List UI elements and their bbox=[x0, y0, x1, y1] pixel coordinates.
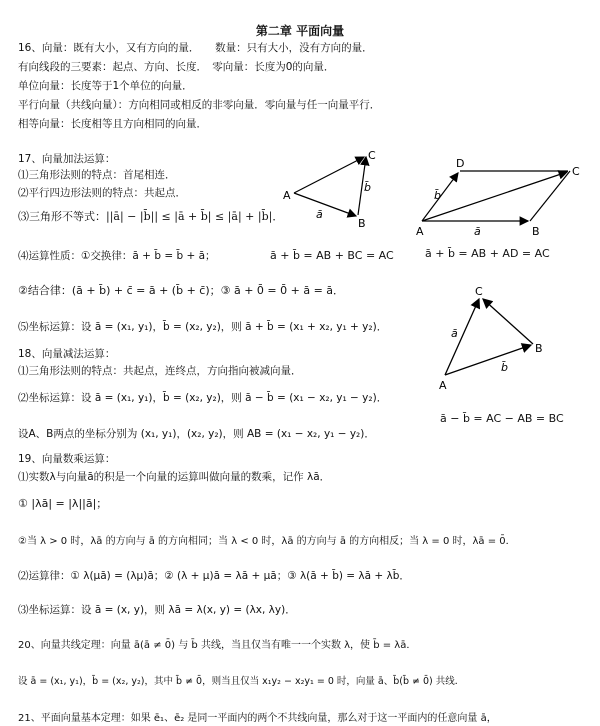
label-b: b̄ bbox=[364, 181, 371, 194]
text-line: ⑵平行四边形法则的特点：共起点． bbox=[18, 187, 186, 199]
label-a: ā bbox=[316, 208, 323, 221]
text-line: 设 ā = (x₁, y₁)，b̄ = (x₂, y₂)，其中 b̄ ≠ 0̄，则当且仅当 x₁y₂ − x₂y₁ = 0 时，向量 ā、b̄(b̄ ≠ 0̄) 共线． bbox=[18, 676, 465, 687]
text-line: 21、平面向量基本定理：如果 ē₁、ē₂ 是同一平面内的两个不共线向量，那么对于这一平面内的任意向量 ā， bbox=[18, 713, 497, 724]
diagonal-ac bbox=[422, 172, 567, 221]
text-line: 20、向量共线定理：向量 ā(ā ≠ 0̄) 与 b̄ 共线，当且仅当有唯一一个实数 λ，使 b̄ = λā． bbox=[18, 640, 417, 651]
text-line: ⑷运算性质：①交换律：ā + b̄ = b̄ + ā； bbox=[18, 250, 216, 262]
triangle-rule-figure bbox=[280, 145, 390, 235]
vector-sum bbox=[294, 157, 364, 193]
formula-add-triangle: ā + b̄ = AB + BC = AC bbox=[270, 249, 394, 262]
formula-line: ① |λā| = |λ||ā|； bbox=[18, 497, 108, 510]
text-line: 相等向量：长度相等且方向相同的向量． bbox=[18, 118, 207, 130]
formula-line: ⑸坐标运算：设 ā = (x₁, y₁)，b̄ = (x₂, y₂)，则 ā + b̄ = (x₁ + x₂, y₁ + y₂)． bbox=[18, 321, 388, 333]
formula-add-parallelogram: ā + b̄ = AB + AD = AC bbox=[425, 247, 550, 260]
text-line: ⑴三角形法则的特点：首尾相连． bbox=[18, 169, 176, 181]
formula-subtract: ā − b̄ = AC − AB = BC bbox=[440, 412, 564, 425]
formula-line: ②结合律：(ā + b̄) + c̄ = ā + (b̄ + c̄)；③ ā + 0̄ = 0̄ + ā = ā． bbox=[18, 284, 345, 297]
label-C: C bbox=[572, 165, 580, 178]
vector-b bbox=[445, 345, 531, 375]
label-b: b̄ bbox=[501, 361, 508, 374]
label-b: b̄ bbox=[434, 189, 441, 202]
vector-a bbox=[294, 193, 356, 216]
formula-line: ⑶坐标运算：设 ā = (x, y)，则 λā = λ(x, y) = (λx, λy)． bbox=[18, 604, 296, 616]
label-A: A bbox=[416, 225, 424, 238]
section-heading: 19、向量数乘运算： bbox=[18, 453, 116, 465]
text-line: 平行向量（共线向量）：方向相同或相反的非零向量．零向量与任一向量平行． bbox=[18, 99, 381, 111]
page-title: 第二章 平面向量 bbox=[255, 24, 345, 38]
label-B: B bbox=[358, 217, 366, 230]
section-heading: 17、向量加法运算： bbox=[18, 153, 116, 165]
text-line: 单位向量：长度等于1个单位的向量． bbox=[18, 80, 193, 92]
text-line: ②当 λ > 0 时，λā 的方向与 ā 的方向相同；当 λ < 0 时，λā 的方向与 ā 的方向相反；当 λ = 0 时，λā = 0̄． bbox=[18, 536, 516, 547]
label-A: A bbox=[439, 379, 447, 392]
text-line: 有向线段的三要素：起点、方向、长度． 零向量：长度为0的向量． bbox=[18, 61, 335, 73]
formula-line: ⑵运算律：① λ(μā) = (λμ)ā；② (λ + μ)ā = λā + μā；③ λ(ā + b̄) = λā + λb̄． bbox=[18, 570, 410, 582]
vector-diff bbox=[483, 299, 533, 344]
formula-line: ⑶三角形不等式：||ā| − |b̄|| ≤ |ā + b̄| ≤ |ā| + |b̄|． bbox=[18, 210, 284, 223]
edge-bc bbox=[530, 171, 570, 221]
section-heading: 18、向量减法运算： bbox=[18, 348, 116, 360]
parallelogram-rule-figure bbox=[410, 155, 595, 240]
subtraction-rule-figure bbox=[435, 285, 555, 395]
label-B: B bbox=[532, 225, 540, 238]
label-a: ā bbox=[451, 327, 458, 340]
label-A: A bbox=[283, 189, 291, 202]
formula-line: 设A、B两点的坐标分别为 (x₁, y₁)，(x₂, y₂)，则 AB = (x₁ − x₂, y₁ − y₂)． bbox=[18, 428, 375, 440]
label-C: C bbox=[475, 285, 483, 298]
text-line: 16、向量：既有大小，又有方向的量． 数量：只有大小，没有方向的量． bbox=[18, 42, 373, 54]
label-D: D bbox=[456, 157, 465, 170]
label-C: C bbox=[368, 149, 376, 162]
text-line: ⑴实数λ与向量ā的积是一个向量的运算叫做向量的数乘，记作 λā． bbox=[18, 471, 331, 483]
label-a: ā bbox=[474, 225, 481, 238]
formula-line: ⑵坐标运算：设 ā = (x₁, y₁)，b̄ = (x₂, y₂)，则 ā − b̄ = (x₁ − x₂, y₁ − y₂)． bbox=[18, 392, 388, 404]
text-line: ⑴三角形法则的特点：共起点，连终点，方向指向被减向量． bbox=[18, 365, 302, 377]
label-B: B bbox=[535, 342, 543, 355]
